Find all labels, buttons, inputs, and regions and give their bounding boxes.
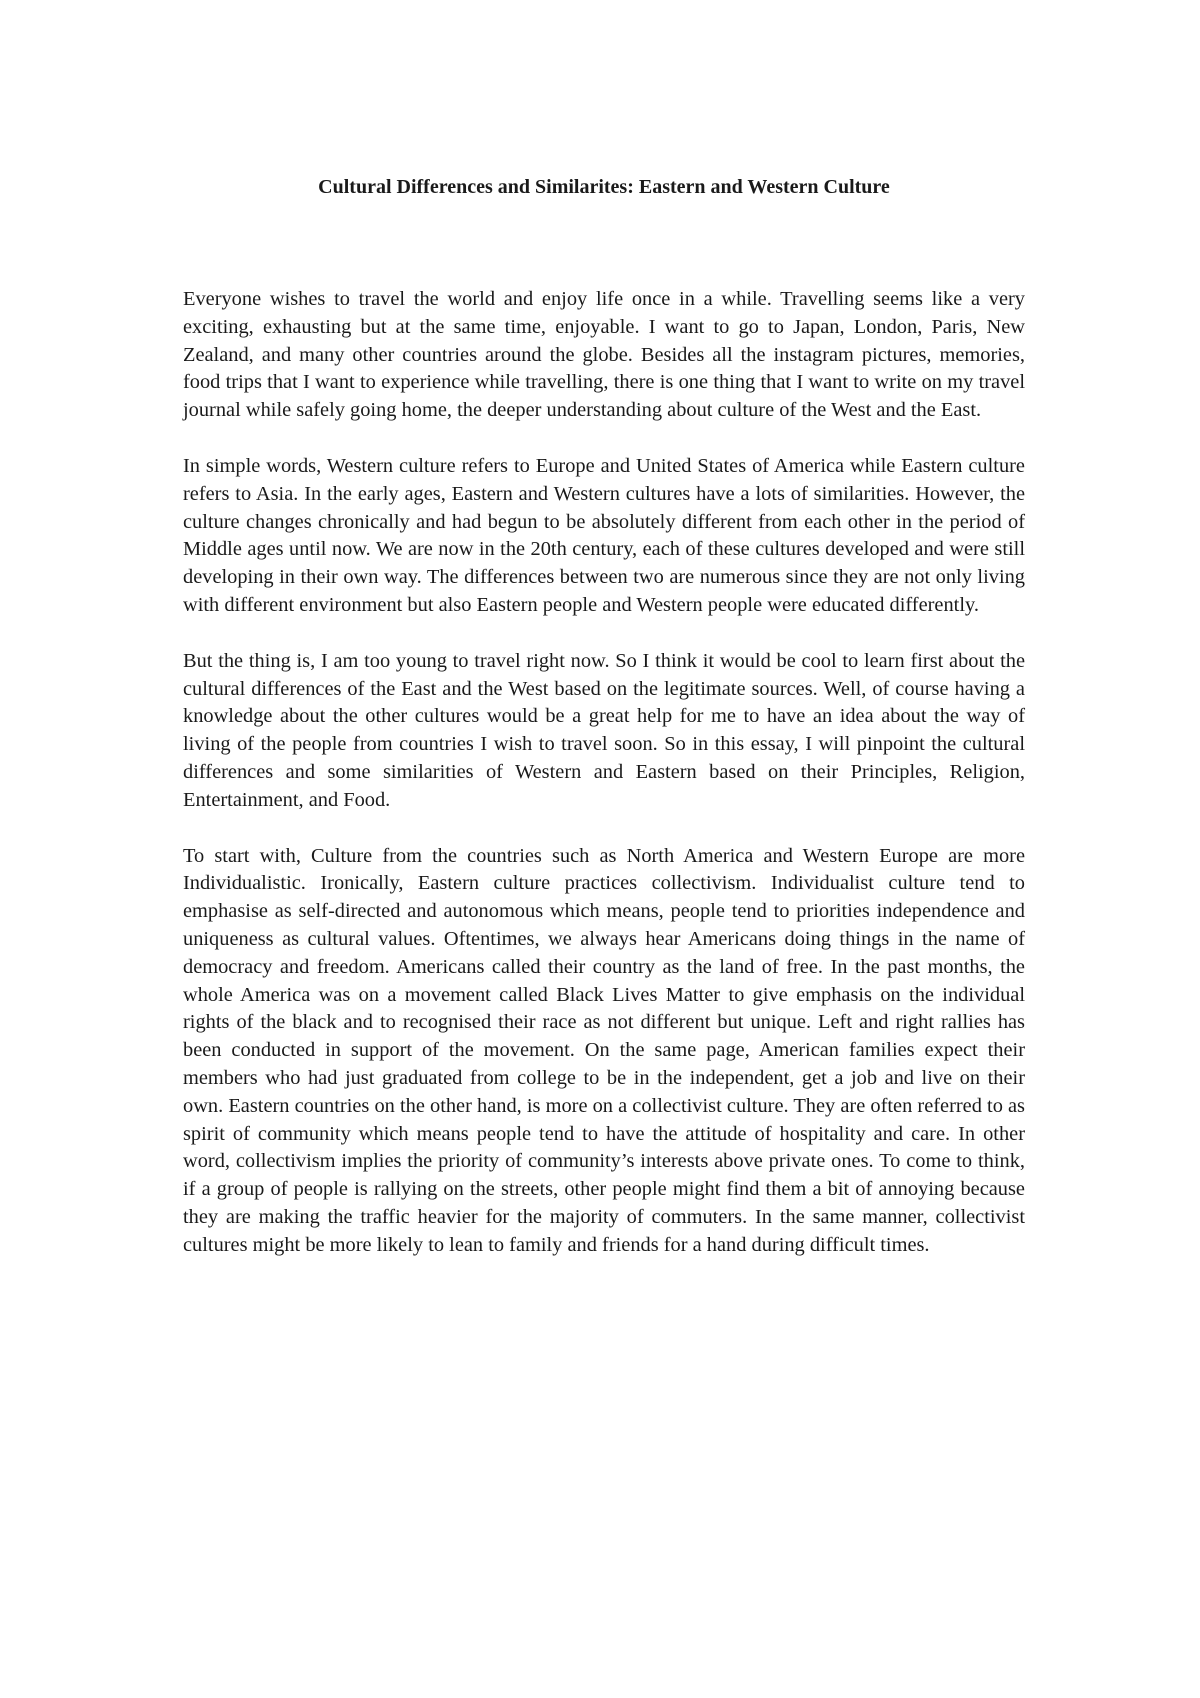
paragraph-3: But the thing is, I am too young to travel right now. So I think it would be cool to learn first about the cultural differences of the East and the West based on the legitimate sources. Well, of course having a knowledge about the other cultures would be a great help for me to have an idea about the way of living of the people from countries I wish to travel soon. So in this essay, I will pinpoint the cultural differences and some similarities of Western and Eastern based on their Principles, Religion, Entertainment, and Food. bbox=[183, 649, 1025, 811]
paragraph-2: In simple words, Western culture refers to Europe and United States of America while Eastern culture refers to Asia. In the early ages, Eastern and Western cultures have a lots of similarities. However, the culture changes chronically and had begun to be absolutely different from each other in the period of Middle ages until now. We are now in the 20th century, each of these cultures developed and were still developing in their own way. The differences between two are numerous since they are not only living with different environment but also Eastern people and Western people were educated differently. bbox=[183, 454, 1025, 616]
document-title: Cultural Differences and Similarites: Eastern and Western Culture bbox=[318, 176, 890, 198]
paragraph-1: Everyone wishes to travel the world and enjoy life once in a while. Travelling seems like a very exciting, exhausting but at the same time, enjoyable. I want to go to Japan, London, Paris, New Zealand, and many other countries around the globe. Besides all the instagram pictures, memories, food trips that I want to experience while travelling, there is one thing that I want to write on my travel journal while safely going home, the deeper understanding about culture of the West and the East. bbox=[183, 288, 1025, 422]
document-body bbox=[183, 286, 1025, 1288]
paragraph-4: To start with, Culture from the countries such as North America and Western Europe are more Individualistic. Ironically, Eastern culture practices collectivism. Individualist culture tend to emphasise as self-directed and autonomous which means, people tend to priorities independence and uniqueness as cultural values. Oftentimes, we always hear Americans doing things in the name of democracy and freedom. Americans called their country as the land of free. In the past months, the whole America was on a movement called Black Lives Matter to give emphasis on the individual rights of the black and to recognised their race as not different but unique. Left and right rallies has been conducted in support of the movement. On the same page, American families expect their members who had just graduated from college to be in the independent, get a job and live on their own. Eastern countries on the other hand, is more on a collectivist culture. They are often referred to as spirit of community which means people tend to have the attitude of hospitality and care. In other word, collectivism implies the priority of community’s interests above private ones. To come to think, if a group of people is rallying on the streets, other people might find them a bit of annoying because they are making the traffic heavier for the majority of commuters. In the same manner, collectivist cultures might be more likely to lean to family and friends for a hand during difficult times. bbox=[183, 844, 1025, 1256]
